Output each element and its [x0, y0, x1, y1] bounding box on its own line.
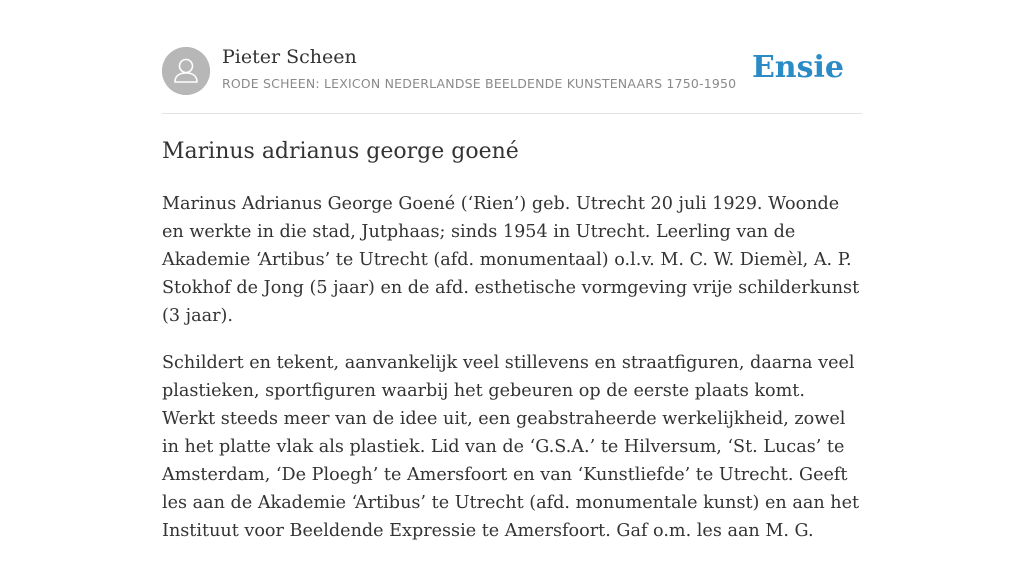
article-paragraph: Marinus Adrianus George Goené (‘Rien’) geb. Utrecht 20 juli 1929. Woonde en werkte in die stad, Jutphaas; sinds 1954 in Utrecht. Leerling van de Akademie ‘Artibus’ te Utrecht (afd. monumentaal) o.l.v. M. C. W. Diemèl, A. P. Stokhof de Jong (5 jaar) en de afd. esthetische vormgeving vrije schilderkunst (3 jaar).: [162, 194, 860, 326]
author-avatar[interactable]: [162, 47, 210, 95]
ensie-logo[interactable]: Ensie: [751, 50, 844, 85]
article-body: [162, 190, 862, 564]
article-title: Marinus adrianus george goené: [162, 139, 519, 164]
source-title[interactable]: RODE SCHEEN: LEXICON NEDERLANDSE BEELDENDE KUNSTENAARS 1750-1950: [222, 76, 737, 91]
author-name[interactable]: Pieter Scheen: [222, 46, 357, 68]
article-header: [162, 45, 862, 97]
user-icon: [162, 47, 210, 95]
header-divider: [162, 113, 862, 114]
article-paragraph: Schildert en tekent, aanvankelijk veel stillevens en straatfiguren, daarna veel plastieken, sportfiguren waarbij het gebeuren op de eerste plaats komt. Werkt steeds meer van de idee uit, een geabstraheerde werkelijkheid, zowel in het platte vlak als plastiek. Lid van de ‘G.S.A.’ te Hilversum, ‘St. Lucas’ te Amsterdam, ‘De Ploegh’ te Amersfoort en van ‘Kunstliefde’ te Utrecht. Geeft les aan de Akademie ‘Artibus’ te Utrecht (afd. monumentale kunst) en aan het Instituut voor Beeldende Expressie te Amersfoort. Gaf o.m. les aan M. G.: [162, 353, 860, 541]
